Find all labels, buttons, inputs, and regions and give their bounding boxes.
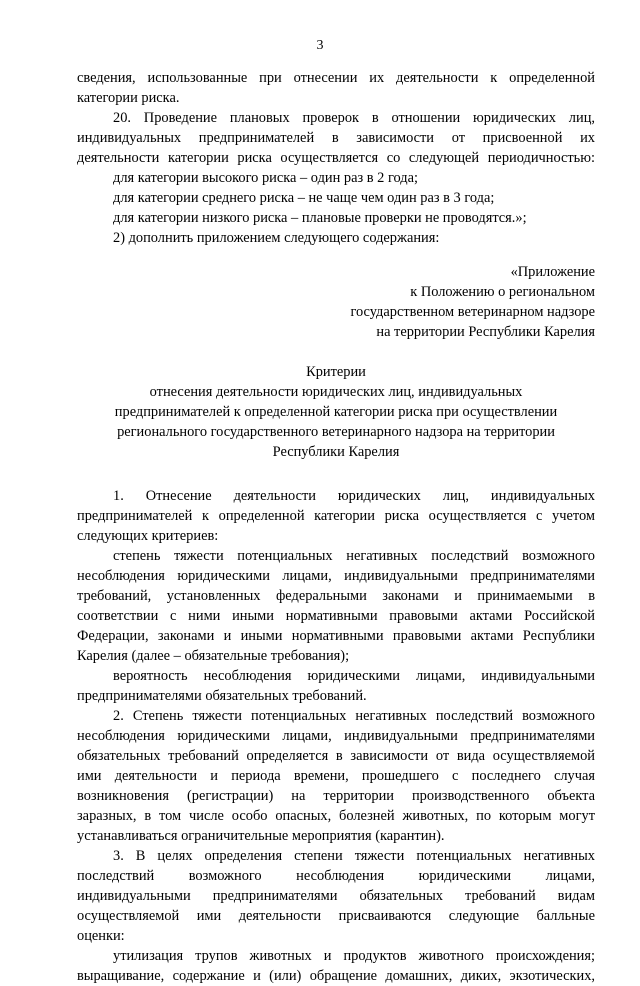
appendix-header-line: к Положению о региональном <box>410 284 595 300</box>
item-20-line: для категории высокого риска – один раз в 2 года; <box>113 170 418 186</box>
paragraph-1-line: требований, установленных федеральными законами и принимаемыми в <box>77 588 595 604</box>
item-20-line: для категории среднего риска – не чаще чем один раз в 3 года; <box>113 190 495 206</box>
paragraph-2-line: заразных, в том числе особо опасных, болезней животных, по которым могут <box>77 808 595 824</box>
appendix-header-line: «Приложение <box>510 264 595 280</box>
item-20-line: деятельности категории риска осуществляется со следующей периодичностью: <box>77 150 595 166</box>
paragraph-3-line: выращивание, содержание и (или) обращение домашних, диких, экзотических, <box>77 968 595 984</box>
criteria-subtitle-line: Республики Карелия <box>272 444 400 460</box>
paragraph-3-line: последствий возможного несоблюдения юридическими лицами, <box>77 868 595 884</box>
paragraph-1-line: следующих критериев: <box>77 528 219 544</box>
text-line: сведения, использованные при отнесении их деятельности к определенной <box>77 70 595 86</box>
paragraph-3-line: индивидуальными предпринимателями обязательных требований видам <box>77 888 595 904</box>
paragraph-2-line: ими деятельности и периода времени, прошедшего с последнего случая <box>77 768 595 784</box>
text-line: категории риска. <box>77 90 180 106</box>
paragraph-3-line: оценки: <box>77 928 125 944</box>
paragraph-1-line: предпринимателями обязательных требований. <box>77 688 367 704</box>
criteria-title: Критерии <box>306 364 366 380</box>
item-20-line: индивидуальных предпринимателей в зависимости от присвоенной их <box>77 130 595 146</box>
paragraph-1-line: Карелия (далее – обязательные требования); <box>77 648 350 664</box>
paragraph-1-line: Федерации, законами и иными нормативными правовыми актами Республики <box>77 628 595 644</box>
paragraph-1-line: 1. Отнесение деятельности юридических лиц, индивидуальных <box>113 488 595 504</box>
paragraph-1-line: соответствии с ними иными нормативными правовыми актами Российской <box>77 608 595 624</box>
paragraph-2-line: возникновения (регистрации) на территории производственного объекта <box>77 788 595 804</box>
criteria-subtitle-line: предпринимателей к определенной категории риска при осуществлении <box>114 404 558 420</box>
criteria-subtitle-line: регионального государственного ветеринарного надзора на территории <box>117 424 555 440</box>
paragraph-2-line: устанавливаться ограничительные мероприятия (карантин). <box>77 828 445 844</box>
page-number: 3 <box>316 38 324 53</box>
paragraph-3-line: осуществляемой ими деятельности присваиваются следующие балльные <box>77 908 595 924</box>
paragraph-1-line: несоблюдения юридическими лицами, индивидуальными предпринимателями <box>77 568 595 584</box>
paragraph-3-line: 3. В целях определения степени тяжести потенциальных негативных <box>113 848 595 864</box>
criteria-subtitle-line: отнесения деятельности юридических лиц, индивидуальных <box>149 384 523 400</box>
paragraph-1-line: предпринимателей к определенной категории риска осуществляется с учетом <box>77 508 595 524</box>
document-body <box>77 68 595 986</box>
paragraph-3-line: утилизация трупов животных и продуктов животного происхождения; <box>113 948 595 964</box>
appendix-header-line: государственном ветеринарном надзоре <box>350 304 595 320</box>
item-20-line: 2) дополнить приложением следующего содержания: <box>113 230 440 246</box>
paragraph-1-line: вероятность несоблюдения юридическими лицами, индивидуальными <box>113 668 595 684</box>
item-20-line: 20. Проведение плановых проверок в отношении юридических лиц, <box>113 110 595 126</box>
paragraph-1-line: степень тяжести потенциальных негативных последствий возможного <box>113 548 595 564</box>
paragraph-2-line: несоблюдения юридическими лицами, индивидуальными предпринимателями <box>77 728 595 744</box>
item-20-line: для категории низкого риска – плановые проверки не проводятся.»; <box>113 210 527 226</box>
paragraph-2-line: обязательных требований определяется в зависимости от вида осуществляемой <box>77 748 595 764</box>
appendix-header-line: на территории Республики Карелия <box>376 324 595 340</box>
paragraph-2-line: 2. Степень тяжести потенциальных негативных последствий возможного <box>113 708 595 724</box>
